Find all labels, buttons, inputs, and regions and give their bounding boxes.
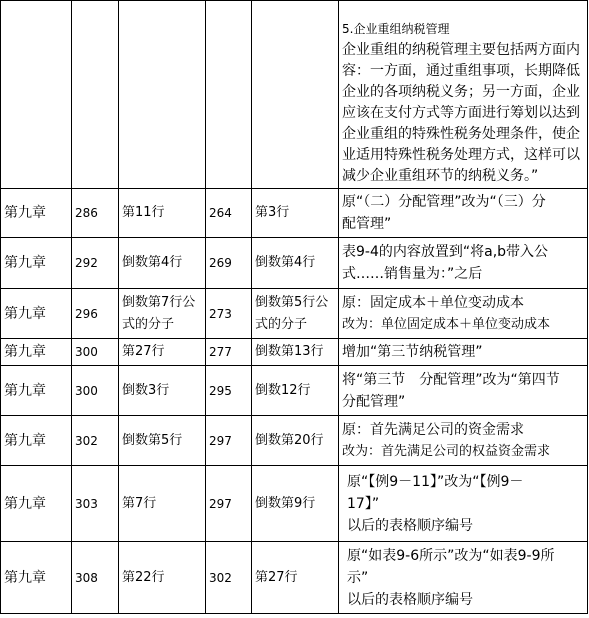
table-row <box>1 366 588 416</box>
description-cell <box>339 366 588 416</box>
description-line: 表9-4的内容放置到“将a,b带入公 <box>342 244 549 260</box>
description-line: 5.企业重组纳税管理 <box>342 22 450 36</box>
new-page-cell <box>206 1 252 189</box>
chapter-cell: 第九章 <box>1 238 72 289</box>
original-page-cell: 308 <box>72 542 119 614</box>
new-page-cell: 269 <box>206 238 252 289</box>
description-cell <box>339 1 588 189</box>
new-line-cell: 第3行 <box>252 189 339 238</box>
description-line: 减少企业重组环节的纳税义务。” <box>342 168 539 184</box>
new-line-cell: 倒数第5行公式的分子 <box>252 289 339 339</box>
original-line-cell: 倒数第7行公式的分子 <box>119 289 206 339</box>
new-page-cell: 277 <box>206 339 252 366</box>
original-page-cell: 303 <box>72 466 119 542</box>
description-cell <box>339 339 588 366</box>
table-row <box>1 238 588 289</box>
description-cell <box>339 238 588 289</box>
description-line: 将“第三节 分配管理”改为“第四节 <box>342 371 560 388</box>
description-line: 原：固定成本＋单位变动成本 <box>342 294 524 311</box>
original-line-cell: 倒数第4行 <box>119 238 206 289</box>
table-row <box>1 189 588 238</box>
new-line-cell: 倒数第4行 <box>252 238 339 289</box>
description-line: 改为：单位固定成本＋单位变动成本 <box>342 316 551 332</box>
original-page-cell: 302 <box>72 416 119 466</box>
original-page-cell: 300 <box>72 366 119 416</box>
table-row <box>1 289 588 339</box>
chapter-cell: 第九章 <box>1 339 72 366</box>
chapter-cell: 第九章 <box>1 416 72 466</box>
description-line: 以后的表格顺序编号 <box>347 591 473 608</box>
description-line: 企业重组的特殊性税务处理条件，使企 <box>342 126 580 142</box>
table-row <box>1 542 588 614</box>
description-line: 示” <box>347 569 369 586</box>
description-line: 17】” <box>347 495 380 512</box>
description-line: 配管理” <box>342 216 392 232</box>
description-line: 原：首先满足公司的资金需求 <box>342 421 524 438</box>
description-line: 分配管理” <box>342 393 406 410</box>
new-page-cell: 297 <box>206 466 252 542</box>
original-page-cell: 300 <box>72 339 119 366</box>
description-cell <box>339 189 588 238</box>
new-page-cell: 302 <box>206 542 252 614</box>
new-line-cell: 第27行 <box>252 542 339 614</box>
description-line: 式……销售量为：”之后 <box>342 266 483 282</box>
original-line-cell: 倒数第5行 <box>119 416 206 466</box>
description-cell <box>339 289 588 339</box>
original-line-cell <box>119 1 206 189</box>
description-line: 业适用特殊性税务处理方式，这样可以 <box>342 147 580 163</box>
original-page-cell: 292 <box>72 238 119 289</box>
new-line-cell: 倒数第9行 <box>252 466 339 542</box>
original-page-cell <box>72 1 119 189</box>
chapter-cell: 第九章 <box>1 542 72 614</box>
new-page-cell: 295 <box>206 366 252 416</box>
original-page-cell: 296 <box>72 289 119 339</box>
description-line: 增加“第三节纳税管理” <box>342 344 483 360</box>
table-row <box>1 1 588 189</box>
description-line: 应该在支付方式等方面进行筹划以达到 <box>342 105 580 121</box>
new-line-cell: 倒数第20行 <box>252 416 339 466</box>
table-row <box>1 416 588 466</box>
description-cell <box>339 542 588 614</box>
new-line-cell: 倒数12行 <box>252 366 339 416</box>
table-row <box>1 339 588 366</box>
new-line-cell <box>252 1 339 189</box>
new-page-cell: 297 <box>206 416 252 466</box>
chapter-cell <box>1 1 72 189</box>
description-line: 企业重组的纳税管理主要包括两方面内 <box>342 42 580 58</box>
new-page-cell: 273 <box>206 289 252 339</box>
original-line-cell: 第27行 <box>119 339 206 366</box>
original-line-cell: 第7行 <box>119 466 206 542</box>
description-line: 以后的表格顺序编号 <box>347 517 473 534</box>
description-line: 原“【例9－11】”改为“【例9－ <box>347 473 524 490</box>
description-line: 容：一方面，通过重组事项，长期降低 <box>342 63 580 79</box>
description-cell <box>339 466 588 542</box>
chapter-cell: 第九章 <box>1 366 72 416</box>
chapter-cell: 第九章 <box>1 289 72 339</box>
original-line-cell: 倒数3行 <box>119 366 206 416</box>
description-cell <box>339 416 588 466</box>
original-line-cell: 第22行 <box>119 542 206 614</box>
new-page-cell: 264 <box>206 189 252 238</box>
new-line-cell: 倒数第13行 <box>252 339 339 366</box>
original-page-cell: 286 <box>72 189 119 238</box>
original-line-cell: 第11行 <box>119 189 206 238</box>
description-line: 改为：首先满足公司的权益资金需求 <box>342 443 551 459</box>
chapter-cell: 第九章 <box>1 189 72 238</box>
description-line: 原“（二）分配管理”改为“（三）分 <box>342 194 546 210</box>
chapter-cell: 第九章 <box>1 466 72 542</box>
description-line: 企业的各项纳税义务；另一方面，企业 <box>342 84 580 100</box>
table-row <box>1 466 588 542</box>
description-line: 原“如表9-6所示”改为“如表9-9所 <box>347 547 555 564</box>
